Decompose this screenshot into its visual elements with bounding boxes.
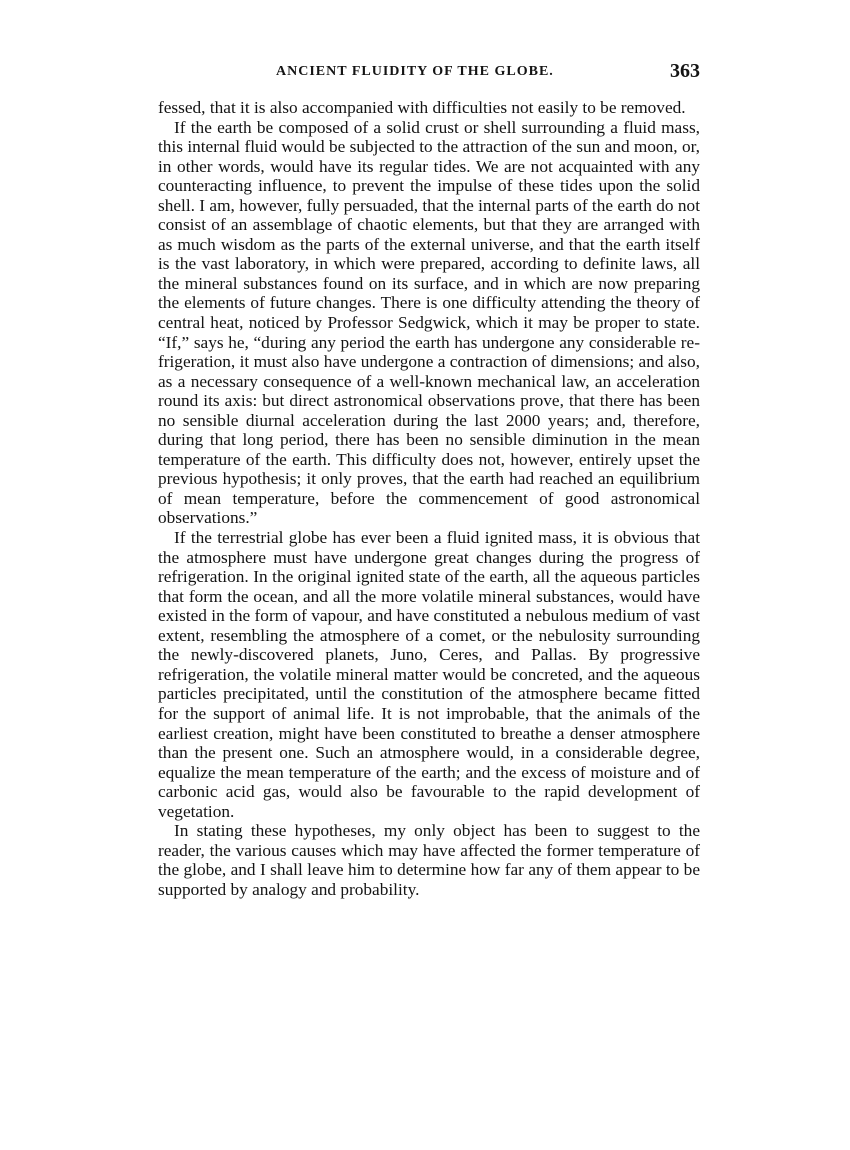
book-page — [158, 60, 700, 899]
running-title: ANCIENT FLUIDITY OF THE GLOBE. — [276, 64, 554, 79]
body-text — [158, 98, 700, 899]
paragraph-atmosphere: If the terrestrial globe has ever been a fluid ignited mass, it is obvious that the atmosphere must have undergone great changes during the progress of refrigeration. In the original ignited state of the earth, all the aqueous particles that form the ocean, and all the more volatile mineral substances, would have existed in the form of vapour, and have constituted a nebulous medium of vast extent, resembling the atmosphere of a comet, or the nebulosity surrounding the newly-discovered planets, Juno, Ceres, and Pallas. By progressive refrigeration, the volatile mineral matter would be concreted, and the aqueous particles precipitated, until the constitution of the atmosphere became fitted for the support of animal life. It is not improbable, that the animals of the earliest creation, might have been constituted to breathe a denser atmosphere than the present one. Such an atmosphere would, in a considerable degree, equalize the mean temperature of the earth; and the excess of moisture and of carbonic acid gas, would also be favourable to the rapid development of vegetation. — [158, 528, 700, 821]
paragraph-solid-crust: If the earth be composed of a solid crust or shell surrounding a fluid mass, this internal fluid would be subjected to the attraction of the sun and moon, or, in other words, would have its regular tides. We are not acquainted with any counteracting influence, to prevent the impulse of these tides upon the solid shell. I am, however, fully persuaded, that the internal parts of the earth do not consist of an assemblage of chaotic elements, but that they are arranged with as much wisdom as the parts of the external universe, and that the earth itself is the vast laboratory, in which were prepared, according to definite laws, all the mineral substances found on its surface, and in which are now preparing the elements of future changes. There is one difficulty attending the theory of central heat, noticed by Professor Sedgwick, which it may be proper to state. “If,” says he, “during any period the earth has undergone any considerable refrigeration, it must also have undergone a contraction of dimensions; and also, as a necessary consequence of a well-known mechanical law, an acceleration round its axis: but direct astronomical observations prove, that there has been no sensible diurnal acceleration during the last 2000 years; and, therefore, during that long period, there has been no sensible diminution in the mean temperature of the earth. This difficulty does not, however, entirely upset the previous hypothesis; it only proves, that the earth had reached an equilibrium of mean temperature, before the commencement of good astronomical observations.” — [158, 117, 700, 528]
paragraph-conclusion: In stating these hypotheses, my only object has been to suggest to the reader, the various causes which may have affected the former temperature of the globe, and I shall leave him to determine how far any of them appear to be supported by analogy and probability. — [158, 821, 700, 899]
page-header — [158, 60, 700, 94]
paragraph-continued: fessed, that it is also accompanied with difficulties not easily to be removed. — [158, 98, 686, 117]
page-number: 363 — [670, 60, 700, 82]
